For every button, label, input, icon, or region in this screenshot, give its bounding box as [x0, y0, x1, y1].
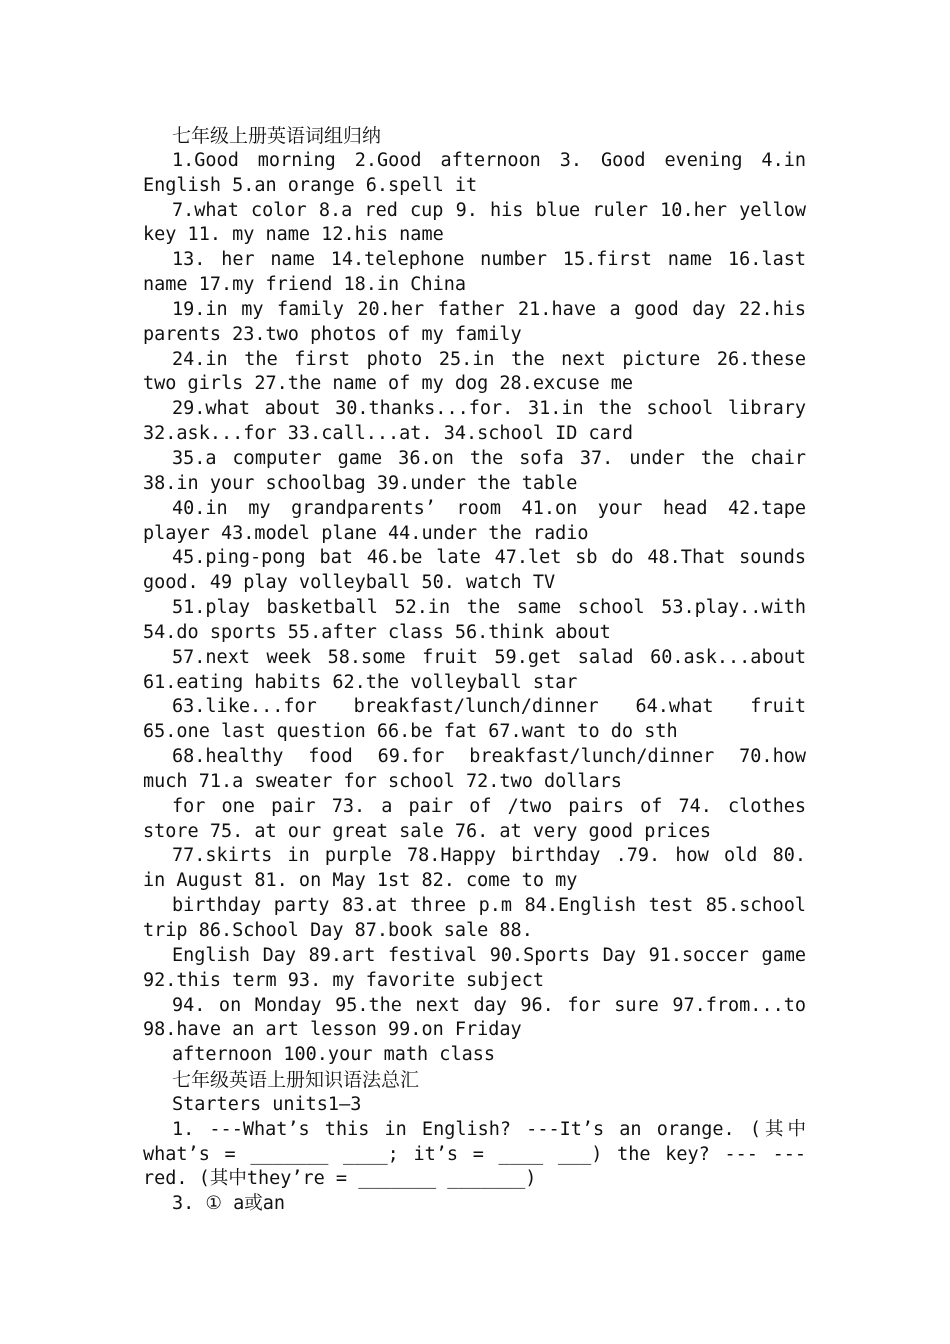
phrase-paragraph: afternoon 100.your math class	[172, 1044, 496, 1066]
document-title: 七年级上册英语词组归纳	[172, 125, 382, 147]
phrase-paragraph: 19.in my family 20.her father 21.have a good day 22.his parents 23.two photos of my family	[143, 298, 806, 345]
phrase-paragraph: 63.like...for breakfast/lunch/dinner 64.what fruit 65.one last question 66.be fat 67.want to do sth	[143, 696, 806, 743]
phrase-paragraph: 77.skirts in purple 78.Happy birthday .79. how old 80. in August 81. on May 1st 82. come to my	[143, 845, 806, 892]
phrase-paragraph: 29.what about 30.thanks...for. 31.in the school library 32.ask...for 33.call...at. 34.school ID card	[143, 398, 806, 445]
phrase-paragraph: 24.in the first photo 25.in the next picture 26.these two girls 27.the name of my dog 28.excuse me	[143, 348, 806, 395]
phrase-paragraph: 51.play basketball 52.in the same school 53.play..with 54.do sports 55.after class 56.think about	[143, 597, 806, 643]
phrase-paragraph: 57.next week 58.some fruit 59.get salad 60.ask...about 61.eating habits 62.the volleyball star	[143, 646, 806, 693]
document-page	[143, 124, 806, 1217]
grammar-item: 3. ① a或an	[172, 1193, 286, 1215]
phrase-paragraph: 1.Good morning 2.Good afternoon 3. Good evening 4.in English 5.an orange 6.spell it	[143, 149, 806, 196]
phrase-paragraph: 35.a computer game 36.on the sofa 37. under the chair 38.in your schoolbag 39.under the table	[143, 447, 806, 494]
grammar-title: 七年级英语上册知识语法总汇	[172, 1069, 420, 1092]
phrase-paragraph: 94. on Monday 95.the next day 96. for sure 97.from...to 98.have an art lesson 99.on Friday	[143, 994, 806, 1041]
phrase-paragraph: English Day 89.art festival 90.Sports Day 91.soccer game 92.this term 93. my favorite subject	[143, 944, 806, 991]
phrase-paragraph: 40.in my grandparents’ room 41.on your head 42.tape player 43.model plane 44.under the radio	[143, 497, 806, 544]
section-title: Starters units1—3	[172, 1093, 362, 1115]
phrase-paragraph: 13. her name 14.telephone number 15.first name 16.last name 17.my friend 18.in China	[143, 249, 806, 296]
phrase-paragraph: 68.healthy food 69.for breakfast/lunch/dinner 70.how much 71.a sweater for school 72.two dollars	[143, 746, 806, 792]
phrase-paragraph: birthday party 83.at three p.m 84.English test 85.school trip 86.School Day 87.book sale 88.	[143, 895, 806, 941]
grammar-item: 1. ---What’s this in English? ---It’s an orange. (其中what’s = _______ ____; it’s = ____ ___) the key? --- ---red. (其中they’re = _______ _______)	[143, 1118, 806, 1190]
phrase-paragraph: for one pair 73. a pair of /two pairs of 74. clothes store 75. at our great sale 76. at very good prices	[143, 795, 806, 842]
phrase-paragraph: 7.what color 8.a red cup 9. his blue ruler 10.her yellow key 11. my name 12.his name	[143, 199, 806, 246]
phrase-paragraph: 45.ping-pong bat 46.be late 47.let sb do 48.That sounds good. 49 play volleyball 50. watch TV	[143, 547, 806, 594]
